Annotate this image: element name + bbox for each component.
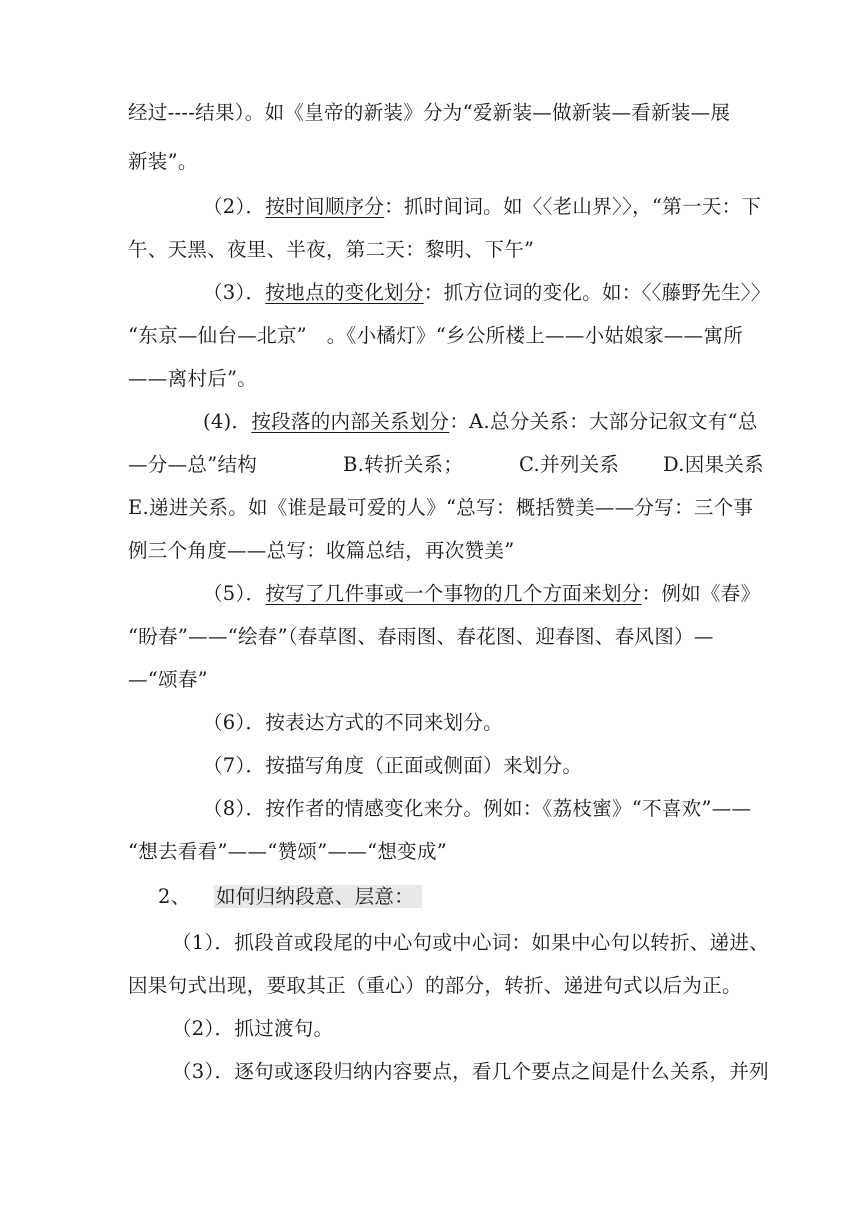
section-heading-label: 如何归纳段意、层意： (214, 885, 422, 908)
relations-line: —分—总”结构 (128, 453, 258, 476)
item-text: ：抓方位词的变化。如：〈〈藤野先生〉〉 (423, 281, 771, 304)
text-line: “想去看看”——“赞颂”——“想变成” (128, 840, 448, 863)
text-line: （2）．抓过渡句。 (172, 1017, 334, 1040)
text-line: 经过----结果）。如《皇帝的新装》分为“爱新装—做新装—看新装—展 (128, 101, 731, 124)
item-text: ：抓时间词。如〈〈老山界〉〉，“第一天：下 (384, 195, 762, 218)
text-line: E.递进关系。如《谁是最可爱的人》“总写：概括赞美——分写：三个事 (128, 496, 754, 519)
text-line: 午、天黑、夜里、半夜，第二天：黎明、下午” (128, 238, 535, 261)
item-number: （3）． (203, 281, 266, 304)
text-line: ——离村后”。 (128, 367, 258, 390)
text-line: （1）．抓段首或段尾的中心句或中心词：如果中心句以转折、递进、 (172, 931, 769, 954)
item-number: （5）． (203, 582, 266, 605)
paragraph-location-change (203, 278, 771, 308)
text-line: “盼春”——“绘春”（春草图、春雨图、春花图、迎春图、春风图）— (128, 625, 714, 648)
key-term: 按时间顺序分 (265, 195, 385, 218)
key-term: 按段落的内部关系划分 (251, 410, 450, 433)
text-line: （7）．按描写角度（正面或侧面）来划分。 (203, 754, 583, 777)
item-number: （2）． (203, 195, 266, 218)
key-term: 按地点的变化划分 (265, 281, 424, 304)
paragraph-several-events (203, 579, 760, 609)
text-line: 新装”。 (128, 150, 198, 173)
relations-line: D.因果关系 (663, 453, 764, 476)
text-line: “东京—仙台—北京” 。《小橘灯》“乡公所楼上——小姑娘家——寓所 (128, 324, 744, 347)
paragraph-internal-relations (203, 407, 758, 437)
paragraph-time-order (203, 192, 761, 222)
text-line: 例三个角度——总写：收篇总结，再次赞美” (128, 539, 515, 562)
text-line: （6）．按表达方式的不同来划分。 (203, 711, 503, 734)
item-text: ：A.总分关系：大部分记叙文有“总 (449, 410, 758, 433)
key-term: 按写了几件事或一个事物的几个方面来划分 (265, 582, 642, 605)
text-line: —“颂春” (128, 668, 208, 691)
text-line: （3）．逐句或逐段归纳内容要点，看几个要点之间是什么关系，并列 (172, 1060, 769, 1083)
item-number: (4)． (203, 410, 252, 433)
item-text: ：例如《春》 (641, 582, 761, 605)
relations-line: B.转折关系； (343, 453, 464, 476)
section-number: 2、 (158, 885, 191, 908)
text-line: 因果句式出现，要取其正（重心）的部分，转折、递进句式以后为正。 (128, 974, 742, 997)
relations-line: C.并列关系 (519, 453, 620, 476)
text-line: （8）．按作者的情感变化来分。例如：《荔枝蜜》“不喜欢”—— (203, 797, 752, 820)
section-heading (214, 882, 422, 912)
